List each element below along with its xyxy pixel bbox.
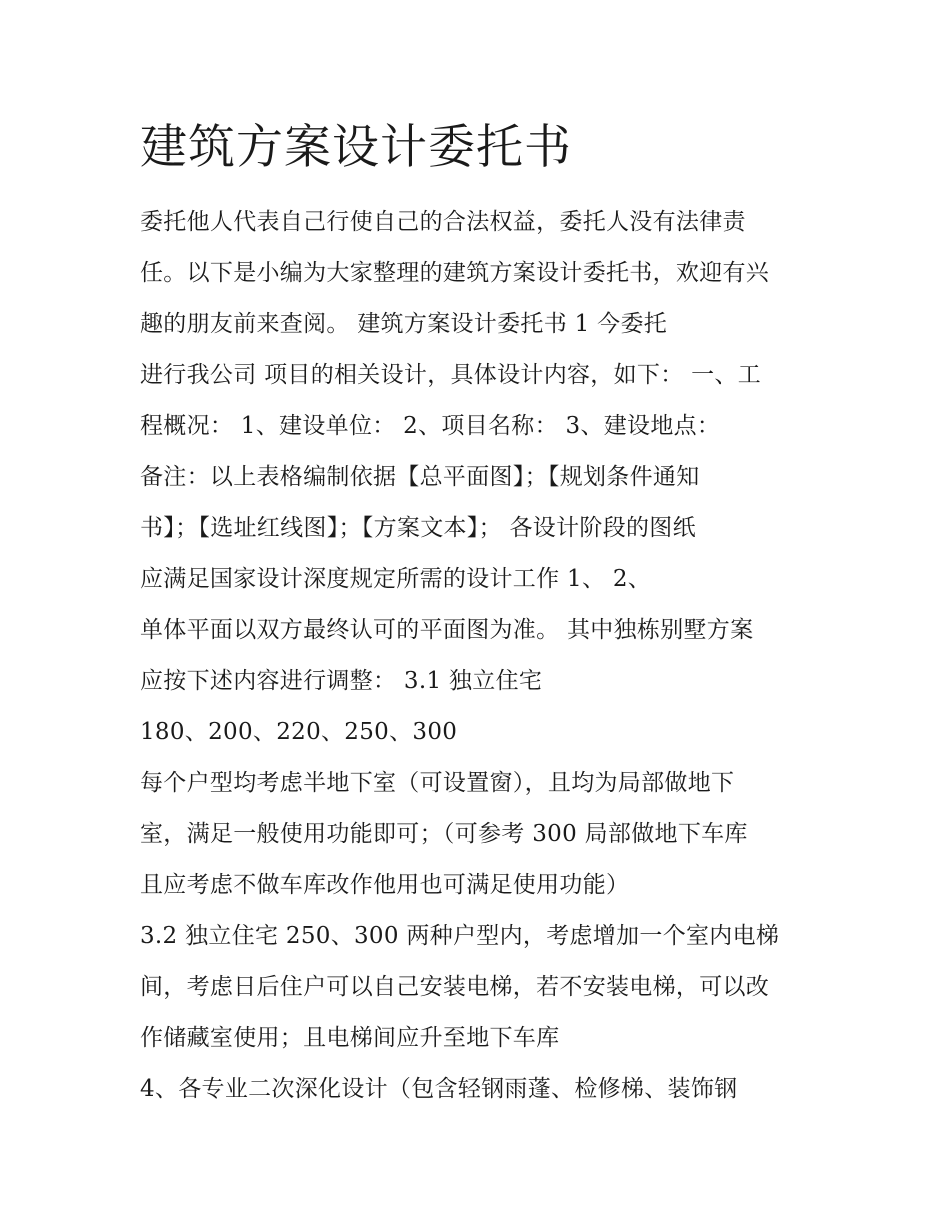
text-line: 委托他人代表自己行使自己的合法权益，委托人没有法律责 — [140, 209, 746, 235]
text-line: 趣的朋友前来查阅。 建筑方案设计委托书 1 今委托 — [140, 311, 668, 337]
text-line: 作储藏室使用；且电梯间应升至地下车库 — [140, 1025, 560, 1051]
page-title: 建筑方案设计委托书 — [140, 120, 572, 175]
text-line: 每个户型均考虑半地下室（可设置窗），且均为局部做地下 — [140, 770, 735, 796]
text-line: 任。以下是小编为大家整理的建筑方案设计委托书，欢迎有兴 — [140, 260, 770, 286]
text-line: 应满足国家设计深度规定所需的设计工作 1、 2、 — [140, 566, 652, 592]
text-line: 单体平面以双方最终认可的平面图为准。 其中独栋别墅方案 — [140, 617, 754, 643]
text-line: 3.2 独立住宅 250、300 两种户型内，考虑增加一个室内电梯 — [140, 923, 780, 949]
body-text — [140, 200, 820, 1118]
text-line: 备注：以上表格编制依据【总平面图】；【规划条件通知 — [140, 464, 700, 490]
text-line: 应按下述内容进行调整： 3.1 独立住宅 — [140, 668, 543, 694]
text-line: 程概况： 1、建设单位： 2、项目名称： 3、建设地点： — [140, 413, 721, 439]
text-line: 180、200、220、250、300 — [140, 719, 458, 745]
text-line: 且应考虑不做车库改作他用也可满足使用功能） — [140, 872, 630, 898]
text-line: 进行我公司 项目的相关设计，具体设计内容，如下： 一、工 — [140, 362, 762, 388]
text-line: 书】；【选址红线图】；【方案文本】； 各设计阶段的图纸 — [140, 515, 696, 541]
text-line: 室，满足一般使用功能即可；（可参考 300 局部做地下车库 — [140, 821, 748, 847]
text-line: 4、各专业二次深化设计（包含轻钢雨蓬、检修梯、装饰钢 — [140, 1076, 738, 1102]
text-line: 间，考虑日后住户可以自己安装电梯，若不安装电梯，可以改 — [140, 974, 770, 1000]
